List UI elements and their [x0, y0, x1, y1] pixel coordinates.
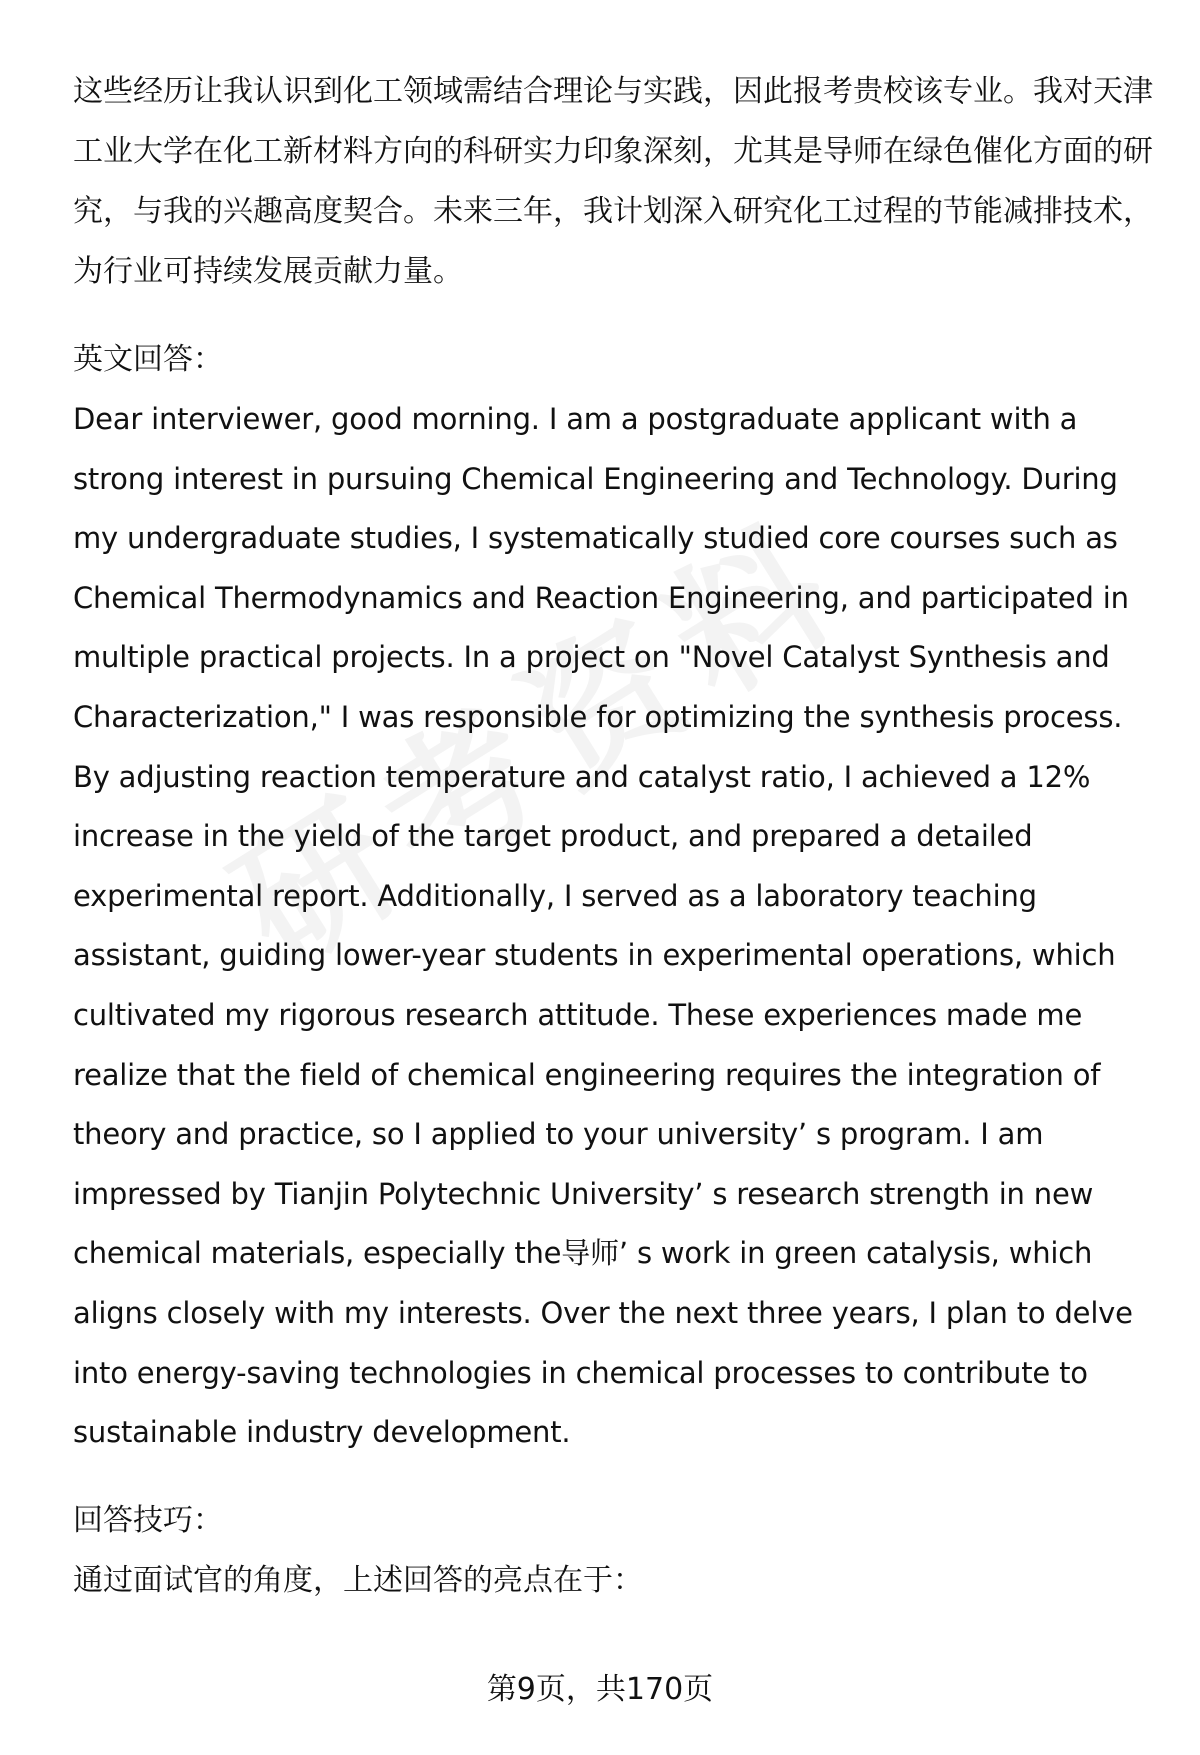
- spacer: [73, 302, 1153, 330]
- english-answer-label: 英文回答：: [73, 342, 223, 377]
- tips-intro: 通过面试官的角度，上述回答的亮点在于：: [73, 1562, 643, 1598]
- document-body: [73, 62, 1153, 1611]
- tips-label: 回答技巧：: [73, 1502, 223, 1538]
- english-paragraph: Dear interviewer, good morning. I am a postgraduate applicant with a strong interest in pursuing Chemical Engineering and Technology. During my undergraduate studies, I systematically studied core courses such as Chemical Thermodynamics and Reaction Engineering, and participated in multiple practical projects. In a project on "Novel Catalyst Synthesis and Characterization," I was responsible for optimizing the synthesis process. By adjusting reaction temperature and catalyst ratio, I achieved a 12% increase in the yield of the target product, and prepared a detailed experimental report. Additionally, I served as a laboratory teaching assistant, guiding lower-year students in experimental operations, which cultivated my rigorous research attitude. These experiences made me realize that the field of chemical engineering requires the integration of theory and practice, so I applied to your university’ s program. I am impressed by Tianjin Polytechnic University’ s research strength in new chemical materials, especially the导师’ s work in green catalysis, which aligns closely with my interests. Over the next three years, I plan to delve into energy-saving technologies in chemical processes to contribute to sustainable industry development.: [73, 402, 1133, 1450]
- page-indicator: 第9页，共170页: [486, 1672, 714, 1707]
- spacer: [73, 1463, 1153, 1491]
- chinese-paragraph: 这些经历让我认识到化工领域需结合理论与实践，因此报考贵校该专业。我对天津工业大学在化工新材料方向的科研实力印象深刻，尤其是导师在绿色催化方面的研究，与我的兴趣高度契合。未来三年，我计划深入研究化工过程的节能减排技术，为行业可持续发展贡献力量。: [73, 74, 1153, 289]
